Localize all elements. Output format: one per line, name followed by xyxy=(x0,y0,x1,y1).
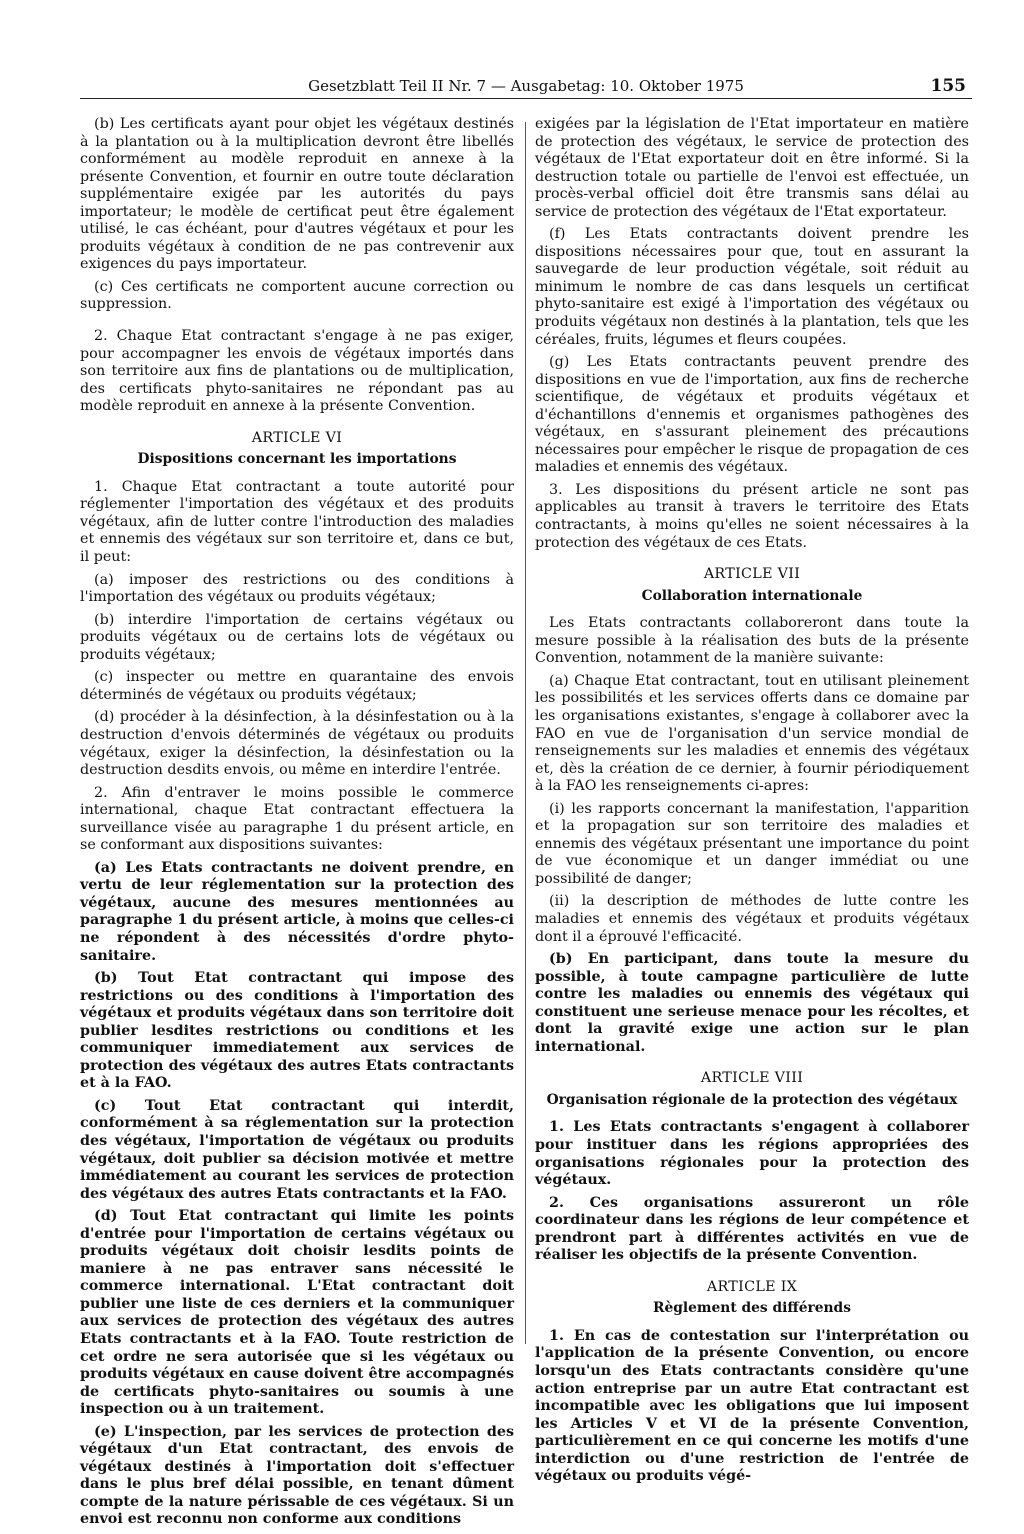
article-7-subtitle: Collaboration internationale xyxy=(641,587,863,604)
right-column xyxy=(535,116,969,1491)
paragraph: 2. Ces organisations assureront un rôle coordinateur dans les régions de leur compétence et prendront part à différentes activités en vue de réaliser les objectifs de la présente Convention. xyxy=(535,1194,969,1264)
paragraph: 1. Chaque Etat contractant a toute autorité pour réglementer l'importation des végétaux et des produits végétaux, afin de lutter contre l'introduction des maladies et ennemis des végétaux sur son territoire et, dans ce but, il peut: xyxy=(80,478,514,566)
paragraph: (c) inspecter ou mettre en quarantaine des envois déterminés de végétaux ou produits végétaux; xyxy=(80,669,514,703)
paragraph: Les Etats contractants collaboreront dans toute la mesure possible à la réalisation des buts de la présente Convention, notamment de la manière suivante: xyxy=(535,615,969,667)
paragraph: (a) Les Etats contractants ne doivent prendre, en vertu de leur réglementation sur la protection des végétaux, aucune des mesures mentionnées au paragraphe 1 du présent article, à moins que celles-ci ne répondent à des nécessités d'ordre phyto-sanitaire. xyxy=(80,859,514,964)
article-8-title: ARTICLE VIII xyxy=(700,1070,804,1087)
paragraph: (a) imposer des restrictions ou des conditions à l'importation des végétaux ou produits végétaux; xyxy=(80,571,514,606)
paragraph: (f) Les Etats contractants doivent prendre les dispositions nécessaires pour que, tout en assurant la sauvegarde de leur production végétale, soit réduit au minimum le nombre de cas dans lesquels un certificat phyto-sanitaire est exigé à l'importation des végétaux ou produits végétaux non destinés à la plantation, tels que les céréales, fruits, légumes et fleurs coupées. xyxy=(535,226,969,348)
paragraph: (b) Tout Etat contractant qui impose des restrictions ou des conditions à l'importation des végétaux et produits végétaux dans son territoire doit publier lesdites restrictions ou conditions et les communiquer immediatement aux services de protection des végétaux des autres Etats contractants et à la FAO. xyxy=(80,970,514,1092)
article-9-title: ARTICLE IX xyxy=(706,1278,798,1295)
paragraph: (b) En participant, dans toute la mesure du possible, à toute campagne particulière de lutte contre les maladies ou ennemis des végétaux qui constituent une serieuse menace pour les récoltes, et dont la gravité exige une action sur le plan international. xyxy=(535,951,969,1055)
left-column xyxy=(80,116,514,1534)
paragraph: (c) Ces certificats ne comportent aucune correction ou suppression. xyxy=(80,278,514,313)
article-6-title: ARTICLE VI xyxy=(251,429,343,446)
article-9-subtitle: Règlement des différends xyxy=(653,1300,851,1317)
page-number: 155 xyxy=(930,76,966,96)
paragraph: (i) les rapports concernant la manifestation, l'apparition et la propagation sur son territoire des maladies et ennemis des végétaux présentant une importance du point de vue économique et un danger immédiat ou une possibilité de danger; xyxy=(535,800,969,887)
paragraph: (g) Les Etats contractants peuvent prendre des dispositions en vue de l'importation, aux fins de recherche scientifique, de végétaux et produits végétaux et d'échantillons d'ennemis et organismes pathogènes des végétaux, en s'assurant pleinement des précautions nécessaires pour empêcher le risque de propagation de ces maladies et ennemis des végétaux. xyxy=(535,354,969,476)
paragraph: (b) Les certificats ayant pour objet les végétaux destinés à la plantation ou à la multiplication devront être libellés conformément au modèle reproduit en annexe à la présente Convention, et fournir en outre toute déclaration supplémentaire exigée par les autorités du pays importateur; le modèle de certificat peut être également utilisé, le cas échéant, pour d'autres végétaux et pour les produits végétaux à condition de ne pas contrevenir aux exigences du pays importateur. xyxy=(80,116,514,273)
spacer xyxy=(80,319,514,328)
paragraph: 2. Afin d'entraver le moins possible le commerce international, chaque Etat contractant effectuera la surveillance visée au paragraphe 1 du présent article, en se conformant aux dispositions suivantes: xyxy=(80,784,514,854)
paragraph: 1. En cas de contestation sur l'interprétation ou l'application de la présente Convention, ou encore lorsqu'un des Etats contractants considère qu'une action entreprise par un autre Etat contractant est incompatible avec les obligations que lui imposent les Articles V et VI de la présente Convention, particulièrement en ce qui concerne les motifs d'une interdiction ou d'une restriction de l'entrée de végétaux ou produits végé- xyxy=(535,1327,969,1485)
paragraph: (ii) la description de méthodes de lutte contre les maladies et ennemis des végétaux et produits végétaux dont il a éprouvé l'efficacité. xyxy=(535,893,969,945)
paragraph: (d) Tout Etat contractant qui limite les points d'entrée pour l'importation de certains végétaux ou produits végétaux doit choisir lesdits points de maniere à ne pas entraver sans nécessité le commerce international. L'Etat contractant doit publier une liste de ces derniers et la communiquer aux services de protection des végétaux des autres Etats contractants et à la FAO. Toute restriction de cet ordre ne sera autorisée que si les végétaux ou produits végétaux en cause doivent être accompagnés de certificats phyto-sanitaires ou soumis à une inspection ou à un traitement. xyxy=(80,1208,514,1418)
article-6-subtitle: Dispositions concernant les importations xyxy=(137,451,457,468)
paragraph: 1. Les Etats contractants s'engagent à collaborer pour instituer dans les régions appropriées des organisations régionales pour la protection des végétaux. xyxy=(535,1119,969,1189)
paragraph: (d) procéder à la désinfection, à la désinfestation ou à la destruction d'envois déterminés de végétaux ou produits végétaux, exiger la désinfection, la désinfestation ou la destruction desdits envois, ou même en interdire l'entrée. xyxy=(80,709,514,779)
paragraph: (c) Tout Etat contractant qui interdit, conformément à sa réglementation sur la protection des végétaux, l'importation de végétaux ou produits végétaux, doit publier sa décision motivée et mettre immédiatement au courant les services de protection des végétaux des autres Etats contractants et la FAO. xyxy=(80,1097,514,1202)
article-7-title: ARTICLE VII xyxy=(703,566,801,583)
paragraph: (b) interdire l'importation de certains végétaux ou produits végétaux ou de certains lots de végétaux ou produits végétaux; xyxy=(80,611,514,663)
column-divider xyxy=(525,122,526,1344)
article-8-subtitle: Organisation régionale de la protection des végétaux xyxy=(546,1091,958,1108)
paragraph: 3. Les dispositions du présent article ne sont pas applicables au transit à travers le territoire des Etats contractants, à moins qu'elles ne soient nécessaires à la protection des végétaux de ces Etats. xyxy=(535,481,969,551)
paragraph: (e) L'inspection, par les services de protection des végétaux d'un Etat contractant, des envois de végétaux destinés à l'importation doit s'effectuer dans le plus bref délai possible, en tenant dûment compte de la nature périssable de ces végétaux. Si un envoi est reconnu non conforme aux conditions xyxy=(80,1423,514,1528)
paragraph: 2. Chaque Etat contractant s'engage à ne pas exiger, pour accompagner les envois de végétaux importés dans son territoire aux fins de plantations ou de multiplication, des certificats phyto-sanitaires ne répondant pas au modèle reproduit en annexe à la présente Convention. xyxy=(80,328,514,415)
paragraph: exigées par la législation de l'Etat importateur en matière de protection des végétaux, le service de protection des végétaux de l'Etat exportateur doit en être informé. Si la destruction totale ou partielle de l'envoi est effectuée, un procès-verbal officiel doit être transmis sans délai au service de protection des végétaux de l'Etat exportateur. xyxy=(535,116,969,220)
paragraph: (a) Chaque Etat contractant, tout en utilisant pleinement les possibilités et les services offerts dans ce domaine par les organisations existantes, s'engage à collaborer avec la FAO en vue de l'organisation d'un service mondial de renseignements sur les maladies et ennemis des végétaux et, dès la création de ce dernier, à fournir périodiquement à la FAO les renseignements ci-apres: xyxy=(535,672,969,795)
page-header xyxy=(80,76,972,99)
header-title: Gesetzblatt Teil II Nr. 7 — Ausgabetag: 10. Oktober 1975 xyxy=(308,77,744,95)
